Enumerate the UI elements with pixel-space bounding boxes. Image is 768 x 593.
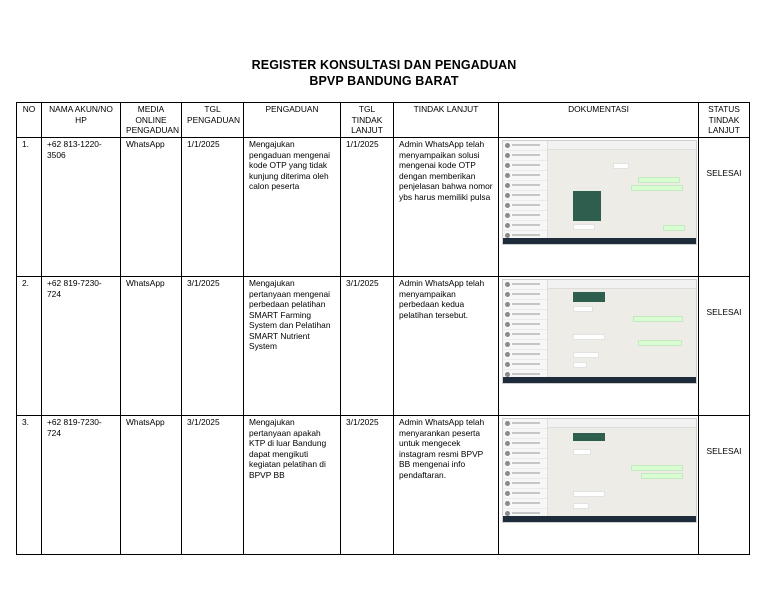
header-tgl-pengaduan: TGL PENGADUAN (182, 103, 244, 138)
cell-no: 2. (17, 277, 42, 416)
cell-tgl-tindak: 3/1/2025 (341, 277, 394, 416)
table-row (17, 277, 750, 416)
header-nama: NAMA AKUN/NO HP (42, 103, 121, 138)
cell-nama: +62 813-1220-3506 (42, 138, 121, 277)
cell-dokumentasi (499, 277, 699, 416)
cell-tgl-pengaduan: 3/1/2025 (182, 277, 244, 416)
cell-status: SELESAI (699, 138, 750, 277)
cell-tgl-pengaduan: 1/1/2025 (182, 138, 244, 277)
header-media: MEDIA ONLINE PENGADUAN (121, 103, 182, 138)
cell-nama: +62 819-7230-724 (42, 416, 121, 555)
whatsapp-screenshot-thumbnail (502, 279, 697, 384)
header-no: NO (17, 103, 42, 138)
cell-pengaduan: Mengajukan pertanyaan apakah KTP di luar Bandung dapat mengikuti kegiatan pelatihan di BPVP BB (244, 416, 341, 555)
header-tgl-tindak: TGL TINDAK LANJUT (341, 103, 394, 138)
cell-media: WhatsApp (121, 416, 182, 555)
cell-nama: +62 819-7230-724 (42, 277, 121, 416)
cell-tgl-tindak: 1/1/2025 (341, 138, 394, 277)
table-row (17, 416, 750, 555)
cell-tindak-lanjut: Admin WhatsApp telah menyampaikan solusi mengenai kode OTP dengan memberikan penjelasan bahwa nomor ybs harus memiliki pulsa (394, 138, 499, 277)
register-table (16, 102, 750, 555)
cell-no: 1. (17, 138, 42, 277)
cell-dokumentasi (499, 138, 699, 277)
cell-status: SELESAI (699, 416, 750, 555)
cell-tindak-lanjut: Admin WhatsApp telah menyarankan peserta untuk mengecek instagram resmi BPVP BB mengenai info pendaftaran. (394, 416, 499, 555)
header-tindak-lanjut: TINDAK LANJUT (394, 103, 499, 138)
cell-tgl-tindak: 3/1/2025 (341, 416, 394, 555)
whatsapp-screenshot-thumbnail (502, 140, 697, 245)
header-status: STATUS TINDAK LANJUT (699, 103, 750, 138)
whatsapp-screenshot-thumbnail (502, 418, 697, 523)
header-row (17, 103, 750, 138)
document-title: REGISTER KONSULTASI DAN PENGADUAN (251, 58, 517, 72)
cell-status: SELESAI (699, 277, 750, 416)
header-pengaduan: PENGADUAN (244, 103, 341, 138)
table-row (17, 138, 750, 277)
cell-tindak-lanjut: Admin WhatsApp telah menyampaikan perbedaan kedua pelatihan tersebut. (394, 277, 499, 416)
cell-media: WhatsApp (121, 138, 182, 277)
cell-dokumentasi (499, 416, 699, 555)
header-dokumentasi: DOKUMENTASI (499, 103, 699, 138)
document-subtitle: BPVP BANDUNG BARAT (309, 74, 459, 88)
cell-pengaduan: Mengajukan pengaduan mengenai kode OTP yang tidak kunjung diterima oleh calon peserta (244, 138, 341, 277)
cell-tgl-pengaduan: 3/1/2025 (182, 416, 244, 555)
cell-media: WhatsApp (121, 277, 182, 416)
cell-no: 3. (17, 416, 42, 555)
cell-pengaduan: Mengajukan pertanyaan mengenai perbedaan pelatihan SMART Farming System dan Pelatihan SMART Nutrient System (244, 277, 341, 416)
